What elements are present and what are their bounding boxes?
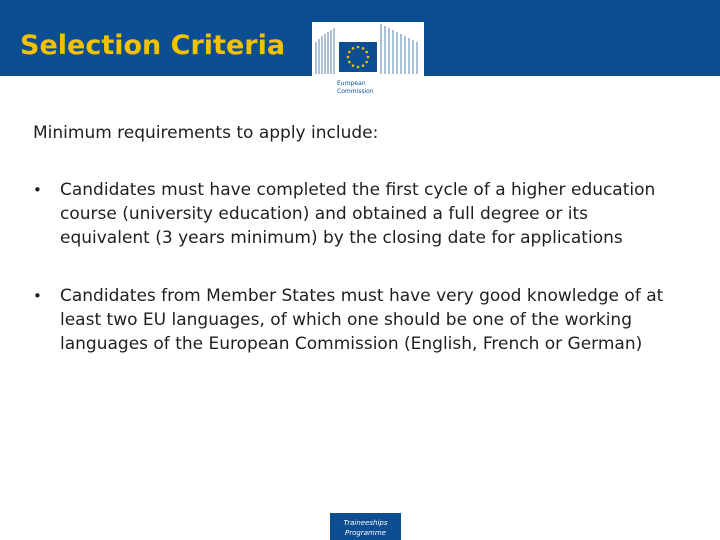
logo-caption [337,80,374,96]
footer-line-2: Programme [345,529,386,537]
flag-star [357,46,360,49]
traineeships-programme-badge [330,513,401,540]
flag-star [352,47,355,50]
list-item-text: Candidates from Member States must have very good knowledge of at least two EU languages, of which one should be one of the working languages of the European Commission (English, French or German) [60,286,664,354]
flag-star [357,66,360,69]
flag-star [348,51,351,54]
footer-line-1: Traineeships [343,519,388,527]
flag-star [362,64,365,67]
flag-star [348,61,351,64]
list-item-text: Candidates must have completed the first cycle of a higher education course (university education) and obtained a full degree or its equivalent (3 years minimum) by the closing date for applications [60,180,656,248]
flag-star [347,56,350,59]
flag-star [367,56,370,59]
bullet-icon: • [33,181,42,199]
requirements-list [33,178,683,356]
list-item [33,284,683,356]
flag-star [365,51,368,54]
logo-line-2: Commission [337,88,374,95]
flag-star [365,61,368,64]
intro-text: Minimum requirements to apply include: [33,123,379,143]
flag-star [362,47,365,50]
bullet-icon: • [33,287,42,305]
slide-title: Selection Criteria [20,30,286,61]
list-item [33,178,683,250]
logo-line-1: European [337,80,366,87]
flag-star [352,64,355,67]
european-commission-logo [312,22,424,100]
